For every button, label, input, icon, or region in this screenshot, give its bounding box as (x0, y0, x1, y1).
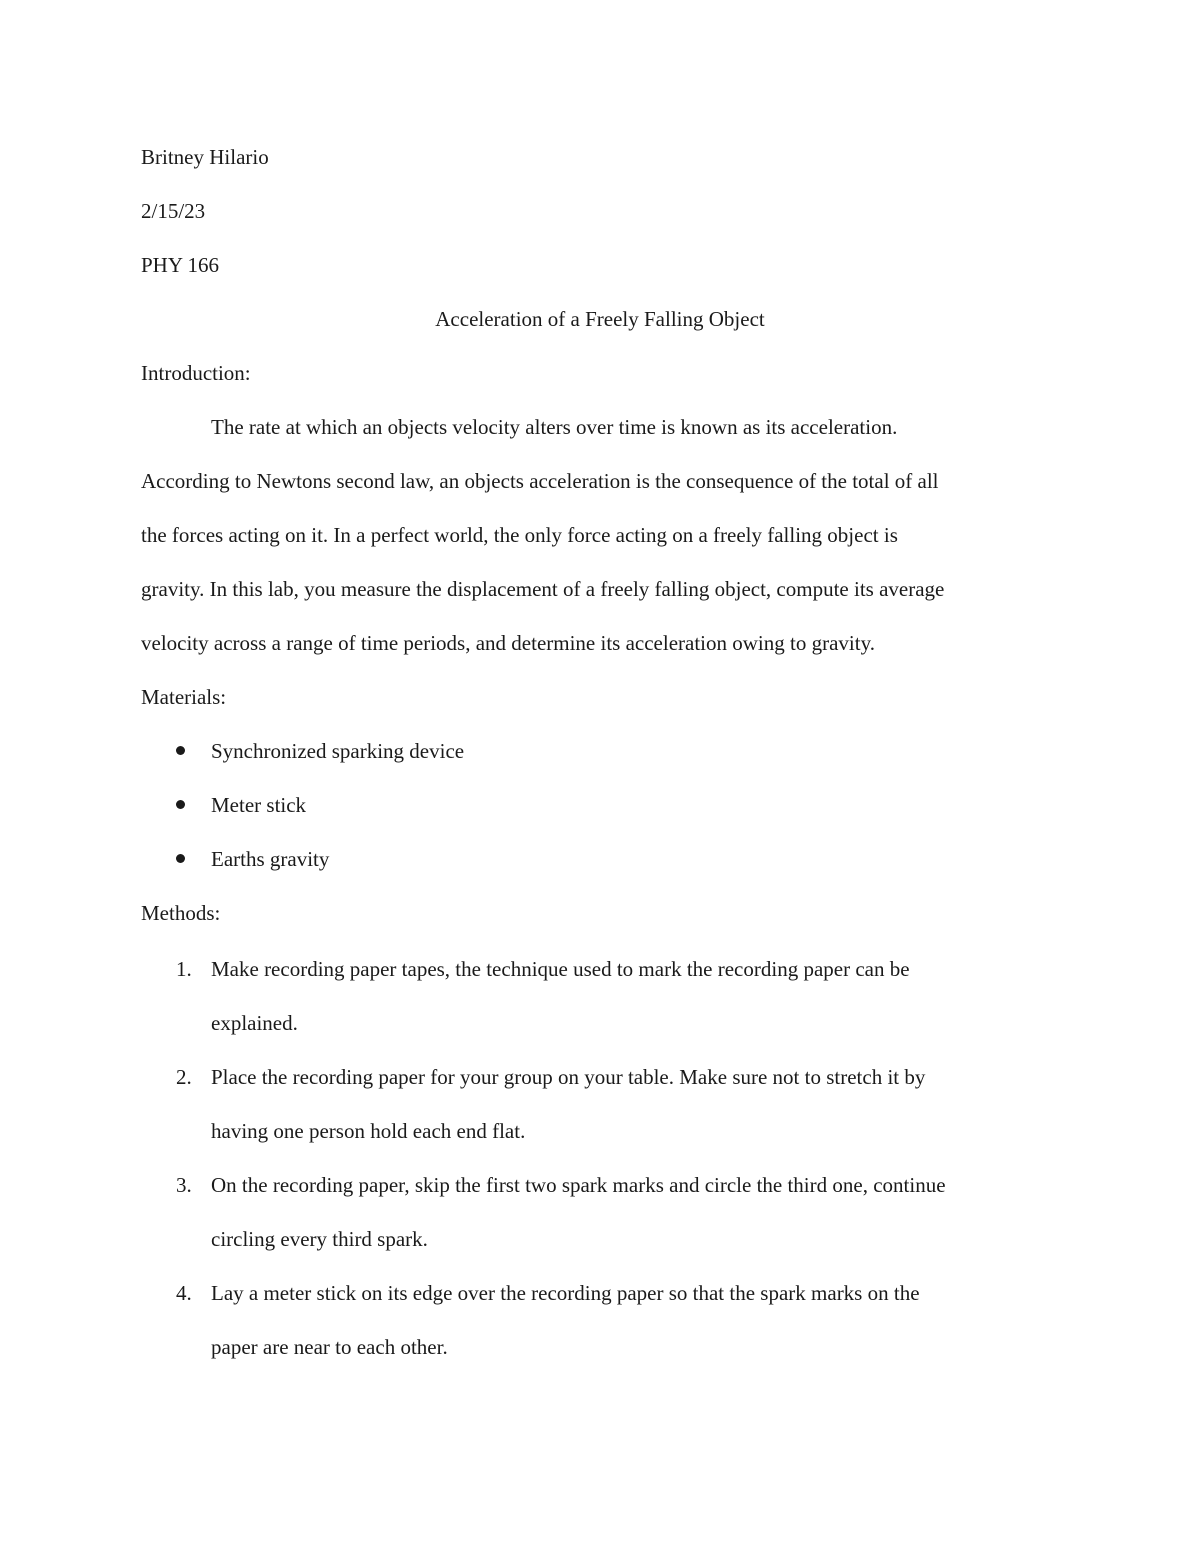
step-number: 2. (176, 1065, 192, 1089)
bullet-icon (176, 746, 185, 755)
material-item: Synchronized sparking device (211, 739, 465, 763)
date: 2/15/23 (141, 199, 206, 223)
step-text-line: having one person hold each end flat. (211, 1119, 526, 1143)
material-item: Earths gravity (211, 847, 330, 871)
author-name: Britney Hilario (141, 145, 269, 169)
bullet-icon (176, 800, 185, 809)
step-number: 1. (176, 957, 192, 981)
step-text-line: Lay a meter stick on its edge over the recording paper so that the spark marks on the (211, 1281, 920, 1305)
step-number: 4. (176, 1281, 192, 1305)
introduction-line: the forces acting on it. In a perfect world, the only force acting on a freely falling object is (141, 523, 898, 547)
materials-heading: Materials: (141, 685, 227, 709)
introduction-line: velocity across a range of time periods, and determine its acceleration owing to gravity. (141, 631, 875, 655)
step-text-line: Make recording paper tapes, the technique used to mark the recording paper can be (211, 957, 910, 981)
step-text-line: circling every third spark. (211, 1227, 428, 1251)
introduction-line: According to Newtons second law, an objects acceleration is the consequence of the total of all (141, 469, 939, 493)
methods-heading: Methods: (141, 901, 221, 925)
bullet-icon (176, 854, 185, 863)
introduction-line: The rate at which an objects velocity alters over time is known as its acceleration. (211, 415, 898, 439)
step-number: 3. (176, 1173, 192, 1197)
course-code: PHY 166 (141, 253, 219, 277)
material-item: Meter stick (211, 793, 307, 817)
introduction-line: gravity. In this lab, you measure the displacement of a freely falling object, compute its average (141, 577, 945, 601)
step-text-line: paper are near to each other. (211, 1335, 448, 1359)
step-text-line: Place the recording paper for your group on your table. Make sure not to stretch it by (211, 1065, 926, 1089)
step-text-line: explained. (211, 1011, 298, 1035)
introduction-heading: Introduction: (141, 361, 251, 385)
document-title: Acceleration of a Freely Falling Object (435, 307, 765, 331)
step-text-line: On the recording paper, skip the first two spark marks and circle the third one, continue (211, 1173, 946, 1197)
